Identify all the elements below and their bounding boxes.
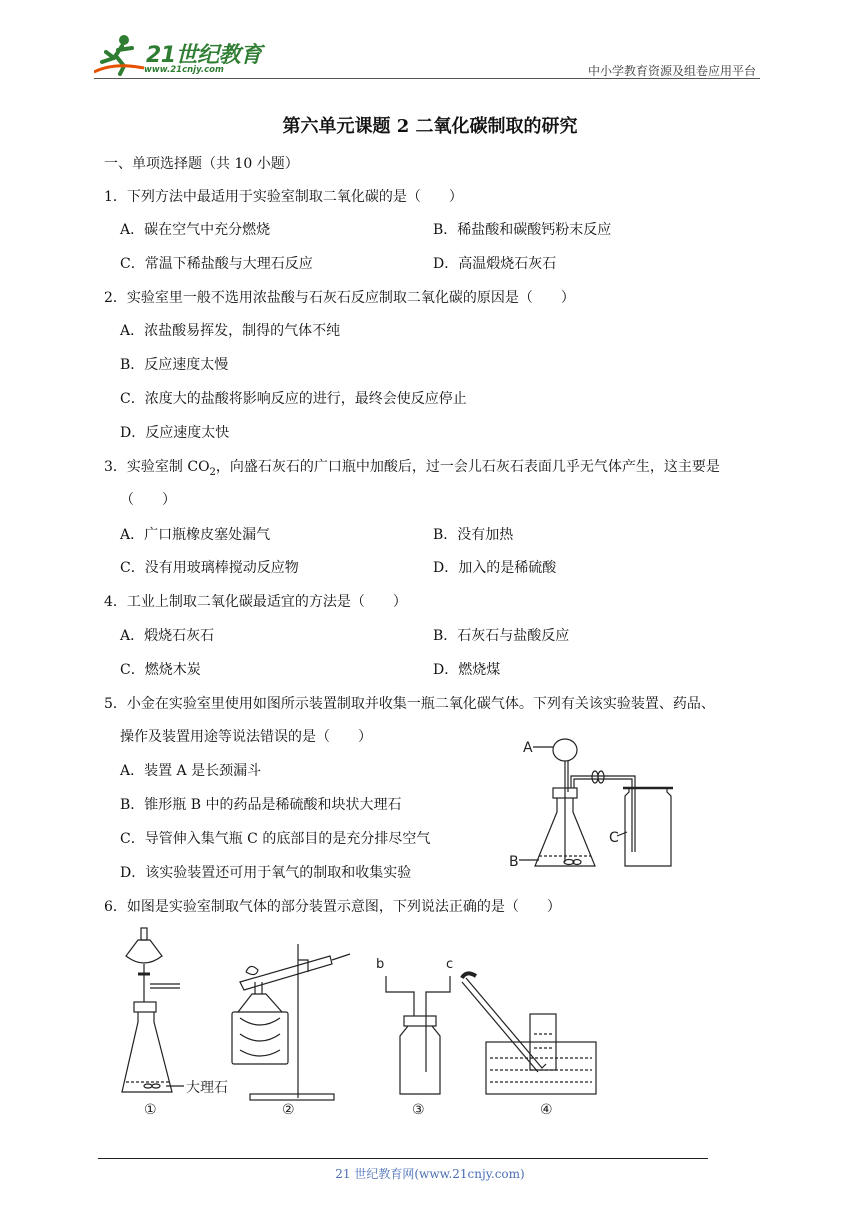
question-1-option-b[interactable]: B．稀盐酸和碳酸钙粉末反应	[433, 222, 612, 238]
figure-label-4: ④	[540, 1102, 553, 1118]
label-c: C	[609, 830, 619, 846]
port-b-label: b	[376, 957, 385, 972]
figure-label-3: ③	[412, 1102, 425, 1118]
question-2-option-c[interactable]: C．浓度大的盐酸将影响反应的进行，最终会使反应停止	[120, 391, 467, 407]
page-footer[interactable]: 21 世纪教育网(www.21cnjy.com)	[335, 1167, 525, 1181]
question-4-stem: 4．工业上制取二氧化碳最适宜的方法是（ ）	[104, 594, 407, 610]
question-3-option-b[interactable]: B．没有加热	[433, 527, 514, 543]
logo-url: www.21cnjy.com	[144, 65, 224, 75]
q3-stem-pre: 3．实验室制 CO	[104, 459, 210, 475]
question-1-option-c[interactable]: C．常温下稀盐酸与大理石反应	[120, 256, 313, 272]
q5-apparatus-figure	[505, 732, 685, 882]
q3-stem-sub: 2	[209, 466, 216, 478]
question-3-option-d[interactable]: D．加入的是稀硫酸	[433, 560, 557, 576]
question-2-option-b[interactable]: B．反应速度太慢	[120, 357, 229, 373]
port-c-label: c	[446, 957, 454, 972]
label-b: B	[509, 854, 519, 870]
question-4-option-b[interactable]: B．石灰石与盐酸反应	[433, 628, 570, 644]
question-2-stem: 2．实验室里一般不选用浓盐酸与石灰石反应制取二氧化碳的原因是（ ）	[104, 290, 575, 306]
marble-label: 大理石	[186, 1080, 228, 1096]
page-title: 第六单元课题 2 二氧化碳制取的研究	[282, 116, 578, 137]
question-5-option-b[interactable]: B．锥形瓶 B 中的药品是稀硫酸和块状大理石	[120, 797, 402, 813]
question-5-option-c[interactable]: C．导管伸入集气瓶 C 的底部目的是充分排尽空气	[120, 831, 431, 847]
question-5-stem: 5．小金在实验室里使用如图所示装置制取并收集一瓶二氧化碳气体。下列有关该实验装置、药品、	[104, 696, 715, 712]
question-4-option-a[interactable]: A．煅烧石灰石	[120, 628, 215, 644]
q3-stem-post: ，向盛石灰石的广口瓶中加酸后，过一会儿石灰石表面几乎无气体产生，这主要是	[215, 459, 720, 475]
question-3-option-a[interactable]: A．广口瓶橡皮塞处漏气	[120, 527, 271, 543]
figure-label-2: ②	[282, 1102, 295, 1118]
question-4-option-c[interactable]: C．燃烧木炭	[120, 662, 201, 678]
runner-logo-icon	[94, 32, 150, 76]
question-2-option-a[interactable]: A．浓盐酸易挥发，制得的气体不纯	[120, 323, 341, 339]
platform-name: 中小学教育资源及组卷应用平台	[587, 64, 756, 78]
question-5-option-a[interactable]: A．装置 A 是长颈漏斗	[120, 763, 262, 779]
question-1-option-d[interactable]: D．高温煅烧石灰石	[433, 256, 557, 272]
footer-divider	[98, 1158, 708, 1159]
header-divider	[94, 78, 760, 79]
question-1-option-a[interactable]: A．碳在空气中充分燃烧	[120, 222, 271, 238]
question-3-stem-continued: （ ）	[120, 492, 176, 508]
question-5-option-d[interactable]: D．该实验装置还可用于氧气的制取和收集实验	[120, 865, 412, 881]
site-logo[interactable]	[94, 32, 264, 76]
label-a: A	[523, 740, 533, 756]
question-1-stem: 1．下列方法中最适用于实验室制取二氧化碳的是（ ）	[104, 189, 463, 205]
question-3-stem	[104, 456, 720, 478]
question-3-option-c[interactable]: C．没有用玻璃棒搅动反应物	[120, 560, 299, 576]
question-5-stem-continued: 操作及装置用途等说法错误的是（ ）	[120, 729, 372, 745]
section-heading: 一、单项选择题（共 10 小题）	[104, 156, 299, 172]
question-6-stem: 6．如图是实验室制取气体的部分装置示意图，下列说法正确的是（ ）	[104, 899, 561, 915]
figure-label-1: ①	[144, 1102, 157, 1118]
question-2-option-d[interactable]: D．反应速度太快	[120, 425, 230, 441]
question-4-option-d[interactable]: D．燃烧煤	[433, 662, 501, 678]
page-header	[94, 30, 760, 80]
logo-text: 21世纪教育	[146, 43, 262, 68]
q6-apparatus-figure	[110, 922, 610, 1122]
